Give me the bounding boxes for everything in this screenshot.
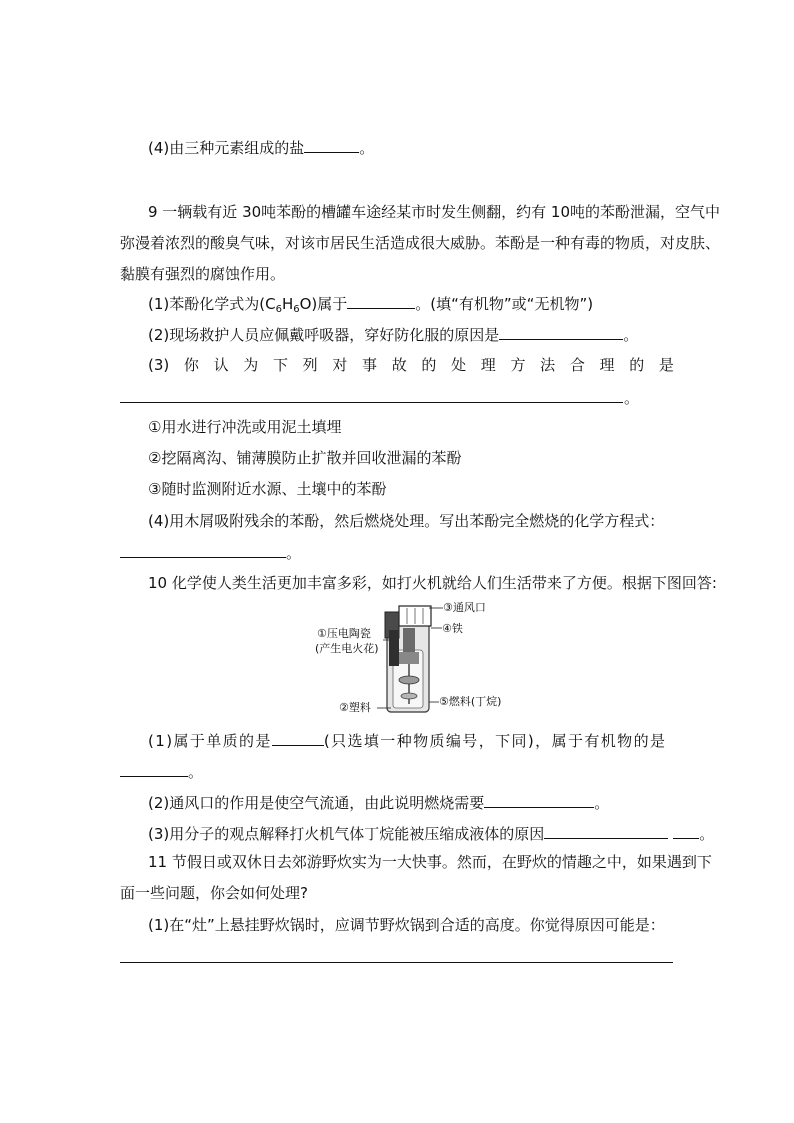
q10-item1-cont <box>120 761 203 782</box>
q9-item4-blank[interactable] <box>120 542 286 558</box>
q11-item1: (1)在“灶”上悬挂野炊锅时，应调节野炊锅到合适的高度。你觉得原因可能是： <box>148 916 665 934</box>
q9-item1-pre: (1)苯酚化学式为(C <box>148 295 276 313</box>
q9-item3-char: 下 <box>272 356 288 374</box>
q9-item4: (4)用木屑吸附残余的苯酚，然后燃烧处理。写出苯酚完全燃烧的化学方程式： <box>148 512 665 530</box>
q9-item1-end: 。(填“有机物”或“无机物”) <box>415 295 594 313</box>
q11-intro-line2: 面一些问题，你会如何处理? <box>120 884 308 902</box>
q10-item2-blank[interactable] <box>484 792 594 808</box>
q9-item4-answer <box>120 542 301 563</box>
q8-item4-text: (4)由三种元素组成的盐 <box>148 139 305 157</box>
label-piezo-note: (产生电火花) <box>315 642 379 655</box>
q10-item1-blank1[interactable] <box>272 730 324 746</box>
q10-item1-b: (只选填一种物质编号，下同)，属于有机物的是 <box>323 732 667 750</box>
q10-item1-a: (1)属于单质的是 <box>148 732 272 750</box>
q9-item1 <box>148 293 593 314</box>
q9-item3-char: 对 <box>332 356 348 374</box>
q9-item3-char: 故 <box>391 356 407 374</box>
q8-item4 <box>148 137 374 158</box>
q11-intro-line1: 11 节假日或双休日去郊游野炊实为一大快事。然而，在野炊的情趣之中，如果遇到下 <box>148 853 712 871</box>
q9-item3-char: 合 <box>569 356 585 374</box>
q9-item3-char: 理 <box>480 356 496 374</box>
q9-item2-end: 。 <box>623 326 639 344</box>
q10-intro: 10 化学使人类生活更加丰富多彩，如打火机就给人们生活带来了方便。根据下图回答: <box>148 574 717 592</box>
q9-item3-char: 列 <box>302 356 318 374</box>
q9-item4-end: 。 <box>286 544 302 562</box>
q9-item3-char: 你 <box>183 356 199 374</box>
q10-item3-blank2[interactable] <box>673 823 699 839</box>
q9-item3-char: 的 <box>421 356 437 374</box>
q9-item3-char: 处 <box>451 356 467 374</box>
q10-item2-end: 。 <box>594 794 610 812</box>
q8-item4-blank[interactable] <box>304 137 359 153</box>
q10-item2-text: (2)通风口的作用是使空气流通，由此说明燃烧需要 <box>148 794 485 812</box>
lighter-figure <box>305 600 505 720</box>
q10-item3-text: (3)用分子的观点解释打火机气体丁烷能被压缩成液体的原因 <box>148 825 545 843</box>
q10-item3-end: 。 <box>699 825 715 843</box>
q10-item2 <box>148 792 609 813</box>
q9-item3-char: 法 <box>540 356 556 374</box>
q9-item3-char: 的 <box>629 356 645 374</box>
q9-option1: ①用水进行冲洗或用泥土填埋 <box>148 418 342 436</box>
q10-item1 <box>148 730 666 751</box>
q9-item1-sub2: 6 <box>293 304 300 315</box>
q9-intro-line1: 9 一辆载有近 30吨苯酚的槽罐车途经某市时发生侧翻，约有 10吨的苯酚泄漏，空气中 <box>148 203 721 221</box>
q9-item1-sub1: 6 <box>275 304 282 315</box>
q9-item3-answer-line[interactable] <box>120 402 623 403</box>
q9-intro-line2: 弥漫着浓烈的酸臭气味，对该市居民生活造成很大威胁。苯酚是一种有毒的物质，对皮肤、 <box>120 234 721 252</box>
q10-item1-end: 。 <box>188 763 204 781</box>
q9-item3-char: 是 <box>658 356 674 374</box>
label-piezo: ①压电陶瓷 <box>317 627 371 640</box>
q9-item3-char: 事 <box>362 356 378 374</box>
q9-item2-blank[interactable] <box>499 324 623 340</box>
q10-item3 <box>148 823 714 844</box>
label-vent: ③通风口 <box>443 601 486 614</box>
q9-item1-blank[interactable] <box>347 293 415 309</box>
q9-item1-post: O)属于 <box>299 295 348 313</box>
q10-item1-blank2[interactable] <box>120 761 188 777</box>
q9-item2 <box>148 324 638 345</box>
q11-item1-answer-line[interactable] <box>120 962 673 963</box>
q10-item3-blank[interactable] <box>544 823 668 839</box>
q9-item3-char: (3) <box>148 356 170 374</box>
q8-item4-end: 。 <box>359 139 375 157</box>
q9-item3 <box>148 355 674 375</box>
q9-item2-text: (2)现场救护人员应佩戴呼吸器，穿好防化服的原因是 <box>148 326 500 344</box>
q9-item3-end: 。 <box>624 389 640 407</box>
q9-item3-char: 方 <box>510 356 526 374</box>
label-iron: ④铁 <box>442 622 463 635</box>
q9-option3: ③随时监测附近水源、土壤中的苯酚 <box>148 480 387 498</box>
q9-item3-char: 理 <box>599 356 615 374</box>
q9-item3-char: 认 <box>213 356 229 374</box>
label-fuel: ⑤燃料(丁烷) <box>439 695 502 708</box>
q9-item1-h: H <box>281 295 294 313</box>
q9-item3-char: 为 <box>243 356 259 374</box>
q9-intro-line3: 黏膜有强烈的腐蚀作用。 <box>120 265 286 283</box>
label-plastic: ②塑料 <box>339 701 371 714</box>
q9-option2: ②挖隔离沟、铺薄膜防止扩散并回收泄漏的苯酚 <box>148 449 462 467</box>
